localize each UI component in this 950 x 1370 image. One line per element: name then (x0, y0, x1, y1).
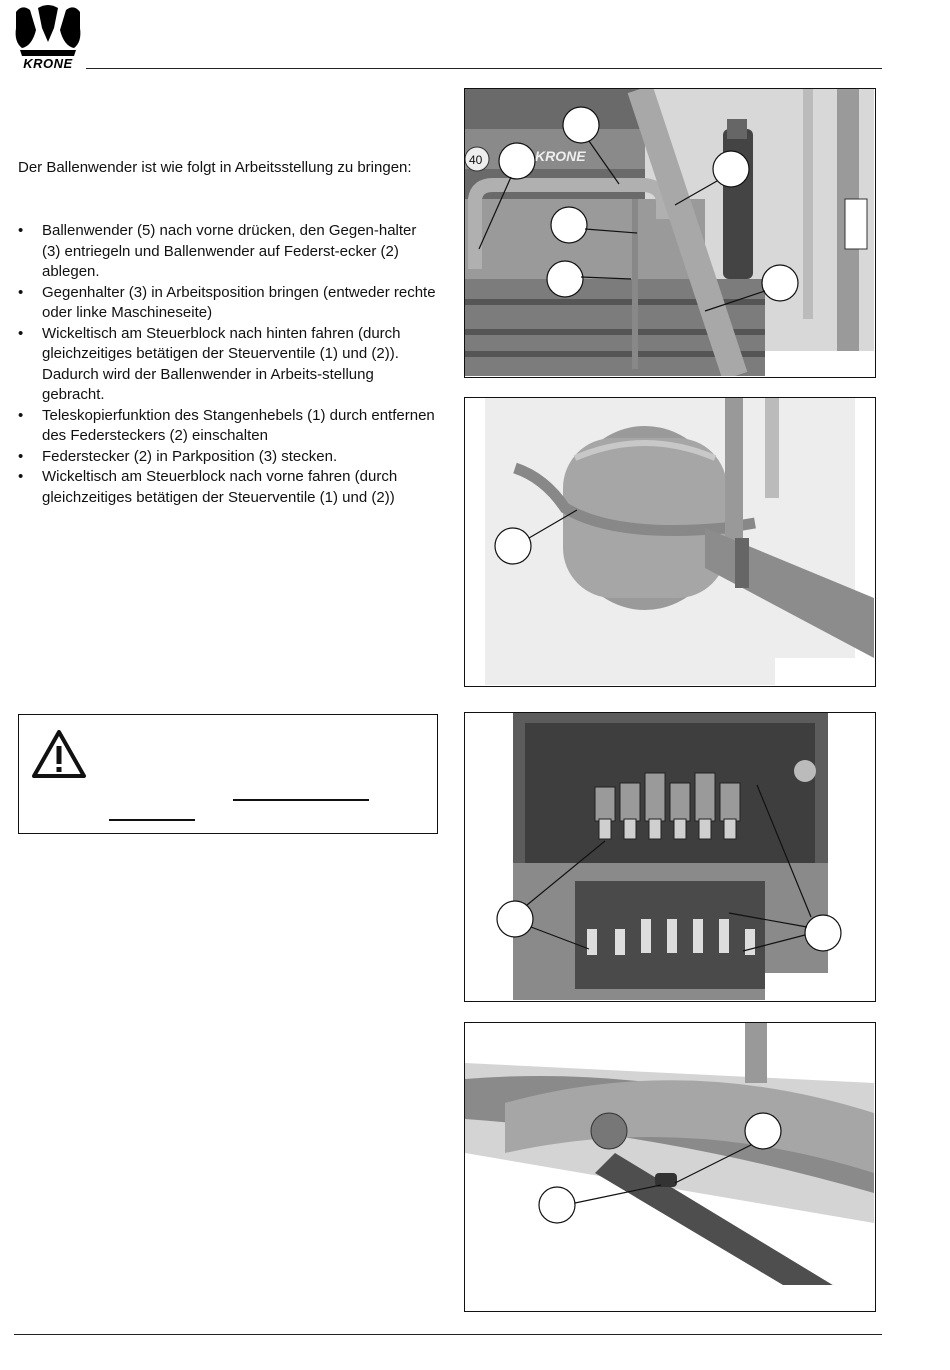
intro-text: Der Ballenwender ist wie folgt in Arbeitsstellung zu bringen: (18, 159, 412, 176)
header-rule (86, 68, 882, 69)
list-item: • Teleskopierfunktion des Stangenhebels (1) durch entfernen des Federsteckers (2) einschalten (18, 406, 438, 447)
krone-logo-icon (12, 2, 84, 58)
plate-number: 40 (469, 153, 483, 167)
warning-triangle-icon (31, 729, 87, 779)
footer-rule (14, 1334, 882, 1335)
list-item: • Wickeltisch am Steuerblock nach vorne fahren (durch gleichzeitiges betätigen der Steuerventile (1) und (2)) (18, 467, 438, 508)
warning-underline (109, 819, 195, 821)
warning-underline (233, 799, 369, 801)
list-item: • Gegenhalter (3) in Arbeitsposition bringen (entweder rechte oder linke Maschineseite) (18, 283, 438, 324)
logo-text: KRONE (23, 56, 73, 71)
photo-control-block (464, 712, 876, 1002)
list-item: • Ballenwender (5) nach vorne drücken, den Gegen-halter (3) entriegeln und Ballenwender auf Federst-ecker (2) ablegen. (18, 221, 438, 283)
photo-bale-turner-bale (464, 397, 876, 687)
photo-bale-turner-mounted (464, 88, 876, 378)
list-item: • Wickeltisch am Steuerblock nach hinten fahren (durch gleichzeitiges betätigen der Steuerventile (1) und (2)). Dadurch wird der Ballenwender in Arbeits-stellung gebracht. (18, 324, 438, 406)
step-list (18, 221, 438, 508)
machine-label: KRONE (535, 148, 586, 164)
krone-logo (12, 2, 84, 70)
photo-lever-closeup (464, 1022, 876, 1312)
warning-box (18, 714, 438, 834)
list-item: • Federstecker (2) in Parkposition (3) stecken. (18, 447, 438, 468)
